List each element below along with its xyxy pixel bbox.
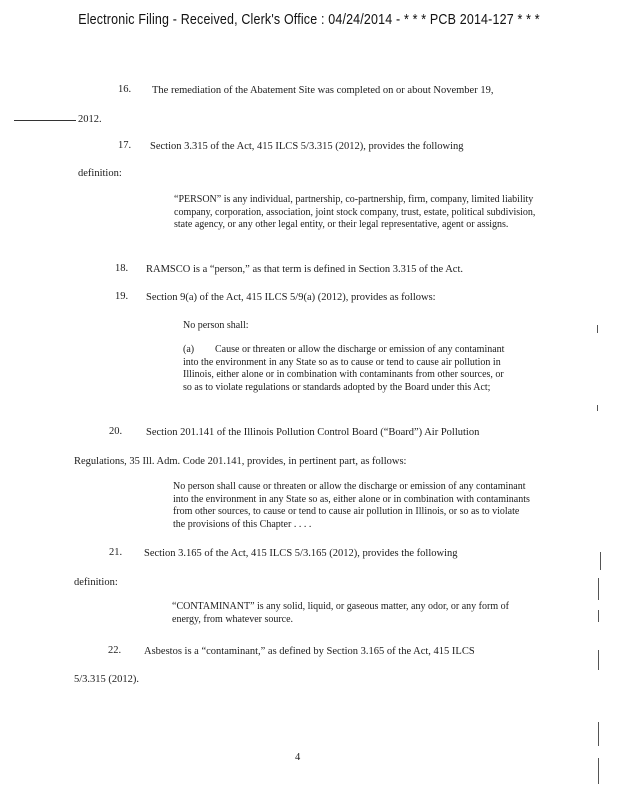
scan-artifact-mark: [598, 768, 599, 776]
paragraph-text: Section 3.165 of the Act, 415 ILCS 5/3.165 (2012), provides the following: [144, 548, 458, 559]
paragraph-number: 21.: [109, 547, 123, 558]
scan-artifact-mark: [598, 578, 599, 600]
paragraph-continuation: 2012.: [78, 114, 102, 125]
scan-artifact-mark: [597, 405, 598, 411]
no-person-shall-quote: No person shall:: [183, 320, 249, 331]
section-9a-quote: Cause or threaten or allow the discharge or emission of any contaminant into the environment in any State so as to cause or tend to cause air pollution in Illinois, either alone or in combination with contaminants from other sources, or so as to violate regulations or standards adopted by the Board under this Act;: [183, 344, 505, 393]
scan-artifact-mark: [597, 325, 598, 333]
paragraph-number: 19.: [115, 291, 129, 302]
paragraph-text: Asbestos is a “contaminant,” as defined by Section 3.165 of the Act, 415 ILCS: [144, 646, 475, 657]
section-201-141-quote: No person shall cause or threaten or allow the discharge or emission of any contaminant into the environment in any State so as, either alone or in combination with contaminants from other sources, to cause or tend to cause air pollution in Illinois, or so as to violate the provisions of this Chapter . . . .: [173, 481, 530, 530]
paragraph-number: 20.: [109, 426, 123, 437]
scan-artifact-mark: [600, 552, 601, 570]
scan-artifact-mark: [598, 650, 599, 670]
paragraph-continuation: definition:: [74, 577, 118, 588]
paragraph-number: 16.: [118, 84, 132, 95]
paragraph-continuation: 5/3.315 (2012).: [74, 674, 140, 685]
scan-artifact-mark: [598, 722, 599, 746]
paragraph-continuation: Regulations, 35 Ill. Adm. Code 201.141, provides, in pertinent part, as follows:: [74, 456, 407, 467]
subsection-label: (a): [183, 344, 195, 355]
paragraph-number: 22.: [108, 645, 122, 656]
page-number: 4: [295, 752, 301, 763]
paragraph-text: Section 3.315 of the Act, 415 ILCS 5/3.315 (2012), provides the following: [150, 141, 464, 152]
paragraph-text: Section 9(a) of the Act, 415 ILCS 5/9(a) (2012), provides as follows:: [146, 292, 436, 303]
paragraph-text: The remediation of the Abatement Site was completed on or about November 19,: [152, 85, 494, 96]
contaminant-definition-quote: “CONTAMINANT” is any solid, liquid, or gaseous matter, any odor, or any form of energy, from whatever source.: [172, 601, 509, 625]
person-definition-quote: “PERSON” is any individual, partnership, co-partnership, firm, company, limited liability company, corporation, association, joint stock company, trust, estate, political subdivision, state agency, or any other legal entity, or their legal representative, agent or assigns.: [174, 194, 536, 230]
paragraph-text: RAMSCO is a “person,” as that term is defined in Section 3.315 of the Act.: [146, 264, 463, 275]
scan-artifact-mark: [598, 610, 599, 622]
paragraph-continuation: definition:: [78, 168, 122, 179]
paragraph-text: Section 201.141 of the Illinois Pollution Control Board (“Board”) Air Pollution: [146, 427, 480, 438]
filing-header: Electronic Filing - Received, Clerk's Office : 04/24/2014 - * * * PCB 2014-127 * * *: [78, 12, 540, 28]
paragraph-number: 18.: [115, 263, 129, 274]
margin-rule: [14, 120, 76, 121]
paragraph-number: 17.: [118, 140, 132, 151]
